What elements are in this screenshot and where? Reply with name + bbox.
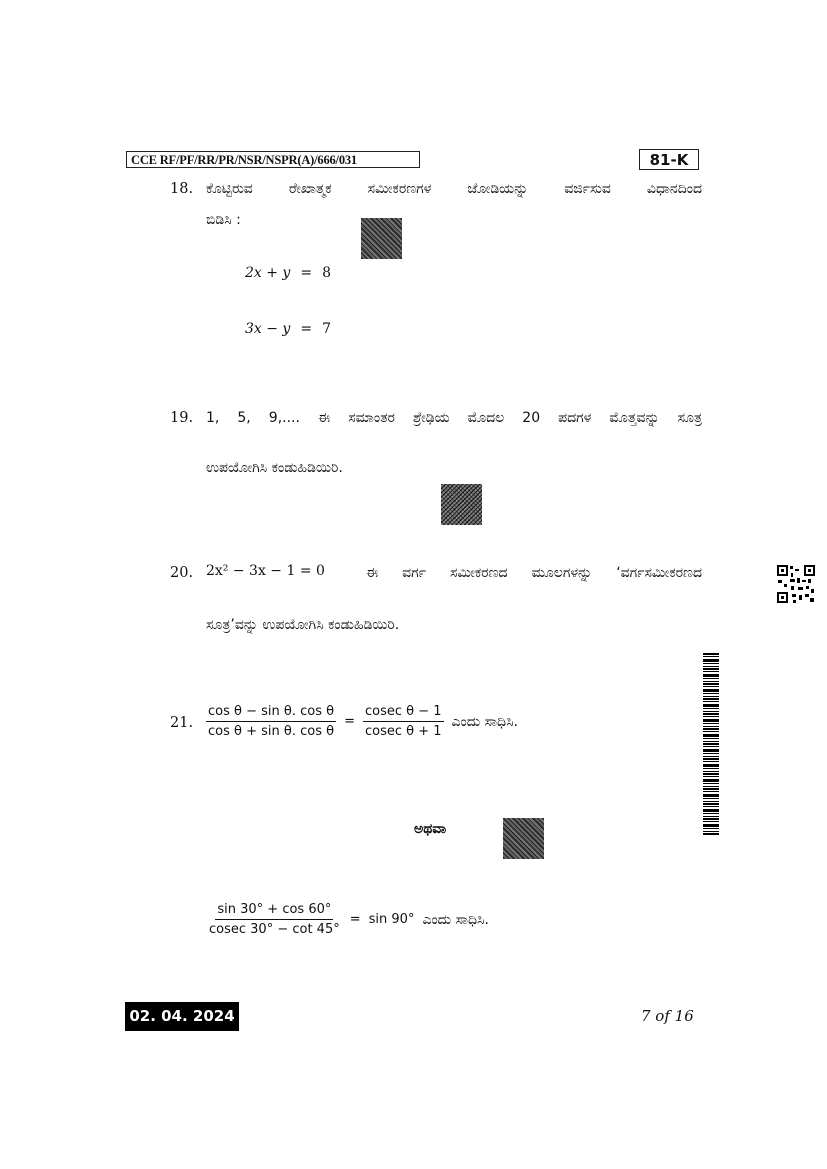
identity-equals: = bbox=[344, 714, 355, 729]
qr-code-icon bbox=[776, 564, 816, 604]
question-21-suffix: ಎಂದು ಸಾಧಿಸಿ. bbox=[451, 713, 518, 730]
lhs-numerator: cos θ − sin θ. cos θ bbox=[206, 704, 336, 722]
alt-equals: = bbox=[349, 912, 361, 927]
equation-1 bbox=[245, 265, 331, 281]
question-number-18: 18. bbox=[170, 181, 194, 197]
rhs-numerator: cosec θ − 1 bbox=[363, 704, 444, 722]
question-18-text-line1: ಕೊಟ್ಟಿರುವ ರೇಖಾತ್ಮಕ ಸಮೀಕರಣಗಳ ಜೋಡಿಯನ್ನು ವರ್ಜಿಸುವ ವಿಧಾನದಿಂದ bbox=[206, 181, 702, 197]
noise-pattern-image bbox=[441, 484, 482, 525]
equation-2 bbox=[245, 321, 331, 337]
paper-id-badge: 81-K bbox=[639, 149, 699, 170]
equation-2-lhs: 3x − y bbox=[245, 321, 291, 337]
question-number-19: 19. bbox=[170, 410, 194, 426]
question-number-20: 20. bbox=[170, 565, 194, 581]
alt-suffix: ಎಂದು ಸಾಧಿಸಿ. bbox=[422, 911, 489, 928]
question-number-21: 21. bbox=[170, 715, 194, 731]
alt-rhs: sin 90° bbox=[368, 912, 415, 927]
equation-2-rhs: 7 bbox=[322, 321, 331, 337]
question-paper-code: CCE RF/PF/RR/PR/NSR/NSPR(A)/666/031 bbox=[126, 151, 420, 168]
noise-pattern-image bbox=[361, 218, 402, 259]
question-21-identity bbox=[206, 704, 518, 739]
question-18-text-line2: ಬಿಡಿಸಿ : bbox=[206, 212, 241, 228]
lhs-fraction bbox=[206, 704, 336, 739]
barcode-icon bbox=[703, 653, 719, 836]
equation-1-rhs: 8 bbox=[322, 265, 331, 281]
question-20-text-line2: ಸೂತ್ರ’ವನ್ನು ಉಪಯೋಗಿಸಿ ಕಂಡುಹಿಡಿಯಿರಿ. bbox=[206, 617, 400, 633]
lhs-denominator: cos θ + sin θ. cos θ bbox=[208, 724, 335, 739]
equation-1-equals: = bbox=[300, 265, 313, 281]
exam-date-badge: 02. 04. 2024 bbox=[125, 1002, 239, 1031]
alt-fraction bbox=[207, 902, 342, 937]
question-19-text-line1: 1, 5, 9,.... ಈ ಸಮಾಂತರ ಶ್ರೇಢಿಯ ಮೊದಲ 20 ಪದಗಳ ಮೊತ್ತವನ್ನು ಸೂತ್ರ bbox=[206, 410, 702, 426]
rhs-fraction bbox=[363, 704, 444, 739]
or-label: ಅಥವಾ bbox=[414, 821, 447, 837]
rhs-denominator: cosec θ + 1 bbox=[364, 724, 442, 739]
equation-2-equals: = bbox=[300, 321, 313, 337]
question-19-text-line2: ಉಪಯೋಗಿಸಿ ಕಂಡುಹಿಡಿಯಿರಿ. bbox=[206, 460, 343, 476]
question-20-text-line1: ಈ ವರ್ಗ ಸಮೀಕರಣದ ಮೂಲಗಳನ್ನು ‘ವರ್ಗಸಮೀಕರಣದ bbox=[366, 565, 702, 581]
equation-1-lhs: 2x + y bbox=[245, 265, 291, 281]
question-20-equation: 2x² − 3x − 1 = 0 bbox=[206, 563, 325, 579]
noise-pattern-image bbox=[503, 818, 544, 859]
question-21-alternative bbox=[207, 902, 489, 937]
alt-denominator: cosec 30° − cot 45° bbox=[209, 922, 340, 937]
page-number: 7 of 16 bbox=[641, 1007, 694, 1025]
alt-numerator: sin 30° + cos 60° bbox=[215, 902, 333, 920]
